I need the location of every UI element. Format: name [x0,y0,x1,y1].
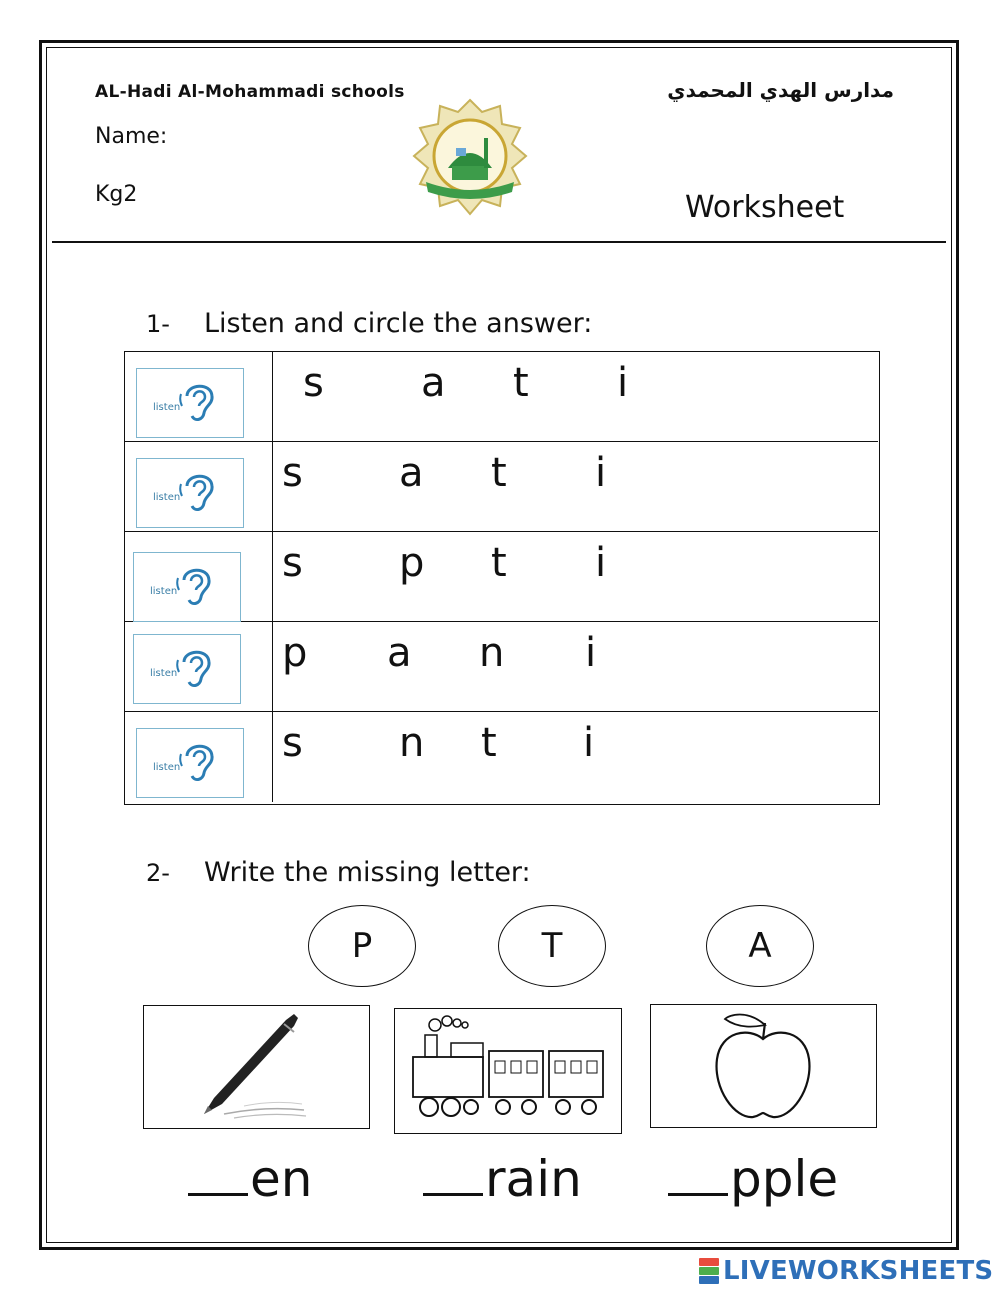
word-pen[interactable] [188,1150,312,1208]
apple-picture-box [650,1004,877,1128]
question-2-instruction: Write the missing letter: [204,857,531,888]
listen-cell [125,622,273,711]
listen-button[interactable] [133,634,241,704]
listen-label: listen [153,402,181,413]
letter-choice[interactable]: i [617,360,629,406]
answer-blank[interactable] [668,1153,728,1196]
word-train[interactable] [423,1150,582,1208]
letter-choice[interactable]: t [491,450,507,496]
listen-cell [125,352,273,441]
letter-choice[interactable]: i [585,630,597,676]
letter-choice[interactable]: n [479,630,505,676]
grade-label: Kg2 [95,182,138,207]
letter-choice[interactable]: n [399,720,425,766]
letter-choice[interactable]: s [303,360,324,406]
letter-choice[interactable]: t [481,720,497,766]
letter-choice[interactable]: t [491,540,507,586]
letter-choice[interactable]: a [421,360,446,406]
listen-label: listen [153,762,181,773]
letter-choice[interactable]: s [282,720,303,766]
question-2-title [146,857,531,888]
table-row [125,712,878,802]
school-logo [408,98,533,216]
letter-choice[interactable]: s [282,540,303,586]
worksheet-title: Worksheet [685,190,845,225]
ear-icon [179,738,219,784]
question-1-title [146,308,592,339]
train-icon [395,1009,620,1132]
table-row [125,352,878,442]
apple-icon [651,1005,875,1126]
listen-label: listen [150,668,178,679]
word-suffix: en [250,1150,313,1208]
letter-option-t[interactable]: T [498,905,606,987]
train-picture-box [394,1008,622,1134]
listen-label: listen [153,492,181,503]
letter-option-a[interactable]: A [706,905,814,987]
letter-choice[interactable]: i [583,720,595,766]
question-1-instruction: Listen and circle the answer: [204,308,593,339]
liveworksheets-logo-icon [699,1258,719,1284]
listen-button[interactable] [136,458,244,528]
listen-cell [125,712,273,802]
listen-label: listen [150,586,178,597]
table-row [125,532,878,622]
ear-icon [179,378,219,424]
letter-choice[interactable]: s [282,450,303,496]
listen-button[interactable] [136,368,244,438]
listen-cell [125,442,273,531]
word-apple[interactable] [668,1150,838,1208]
header-divider [52,241,946,243]
word-suffix: rain [485,1150,582,1208]
letter-choice[interactable]: i [595,450,607,496]
letter-option-p[interactable]: P [308,905,416,987]
table-row [125,442,878,532]
letter-choice[interactable]: p [399,540,425,586]
table-row [125,622,878,712]
question-1-number: 1- [146,310,170,338]
ear-icon [179,468,219,514]
letter-choice[interactable]: t [513,360,529,406]
letter-choice[interactable]: p [282,630,308,676]
letter-choice[interactable]: a [399,450,424,496]
listen-button[interactable] [136,728,244,798]
name-label: Name: [95,124,168,149]
school-name-en: AL-Hadi Al-Mohammadi schools [95,82,405,102]
letter-choice[interactable]: i [595,540,607,586]
answer-blank[interactable] [188,1153,248,1196]
listen-button[interactable] [133,552,241,622]
listen-cell [125,532,273,621]
pen-picture-box [143,1005,370,1129]
pen-icon [144,1006,368,1127]
answer-blank[interactable] [423,1153,483,1196]
listen-table [124,351,880,805]
question-2-number: 2- [146,859,170,887]
liveworksheets-brand [699,1256,993,1286]
liveworksheets-wordmark: LIVEWORKSHEETS [723,1256,994,1286]
ear-icon [176,644,216,690]
letter-choice[interactable]: a [387,630,412,676]
school-name-ar: مدارس الهدي المحمدي [667,78,894,102]
ear-icon [176,562,216,608]
word-suffix: pple [730,1150,839,1208]
